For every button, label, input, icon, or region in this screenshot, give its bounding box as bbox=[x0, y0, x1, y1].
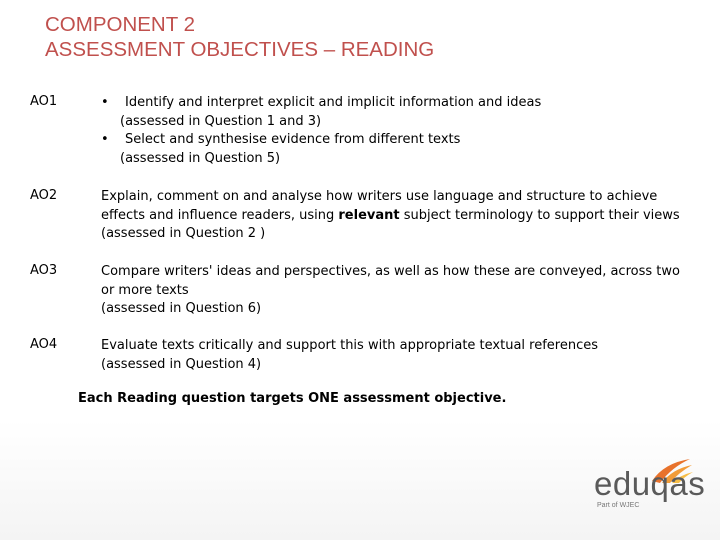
ao1-code: AO1 bbox=[30, 94, 58, 109]
ao3-line-2: or more texts bbox=[101, 282, 189, 298]
ao4-line-2: (assessed in Question 4) bbox=[101, 356, 262, 372]
ao1-bullet-2: • Select and synthesise evidence from different texts bbox=[101, 131, 701, 150]
logo-tagline: Part of WJEC bbox=[597, 502, 640, 509]
ao3-description bbox=[101, 263, 701, 319]
ao1-bullet-2-sub: (assessed in Question 5) bbox=[120, 150, 281, 166]
bullet-icon: • bbox=[101, 132, 109, 148]
ao3-code: AO3 bbox=[30, 263, 58, 278]
ao4-description bbox=[101, 337, 701, 374]
ao4-code: AO4 bbox=[30, 337, 58, 352]
ao2-line-3: (assessed in Question 2 ) bbox=[101, 226, 266, 242]
ao1-bullet-1-sub: (assessed in Question 1 and 3) bbox=[120, 113, 322, 129]
ao1-description bbox=[101, 94, 701, 168]
ao2-line-2: effects and influence readers, using relevant subject terminology to support their views bbox=[101, 207, 680, 223]
ao2-description bbox=[101, 188, 701, 244]
ao1-bullet-1: • Identify and interpret explicit and implicit information and ideas bbox=[101, 94, 701, 113]
page-title bbox=[45, 12, 434, 62]
ao3-line-1: Compare writers' ideas and perspectives, as well as how these are conveyed, across two bbox=[101, 264, 680, 279]
ao2-bold-word: relevant bbox=[338, 207, 400, 223]
ao3-line-3: (assessed in Question 6) bbox=[101, 301, 262, 317]
footer-note: Each Reading question targets ONE assessment objective. bbox=[78, 391, 507, 406]
ao2-code: AO2 bbox=[30, 188, 58, 203]
ao4-line-1: Evaluate texts critically and support this with appropriate textual references bbox=[101, 338, 598, 353]
title-line-1: COMPONENT 2 bbox=[45, 13, 195, 36]
title-line-2: ASSESSMENT OBJECTIVES – READING bbox=[45, 38, 435, 61]
logo-name: eduqas bbox=[594, 465, 706, 502]
bullet-icon: • bbox=[101, 95, 109, 110]
ao2-line-1: Explain, comment on and analyse how writers use language and structure to achieve bbox=[101, 189, 658, 204]
eduqas-logo bbox=[594, 466, 705, 509]
